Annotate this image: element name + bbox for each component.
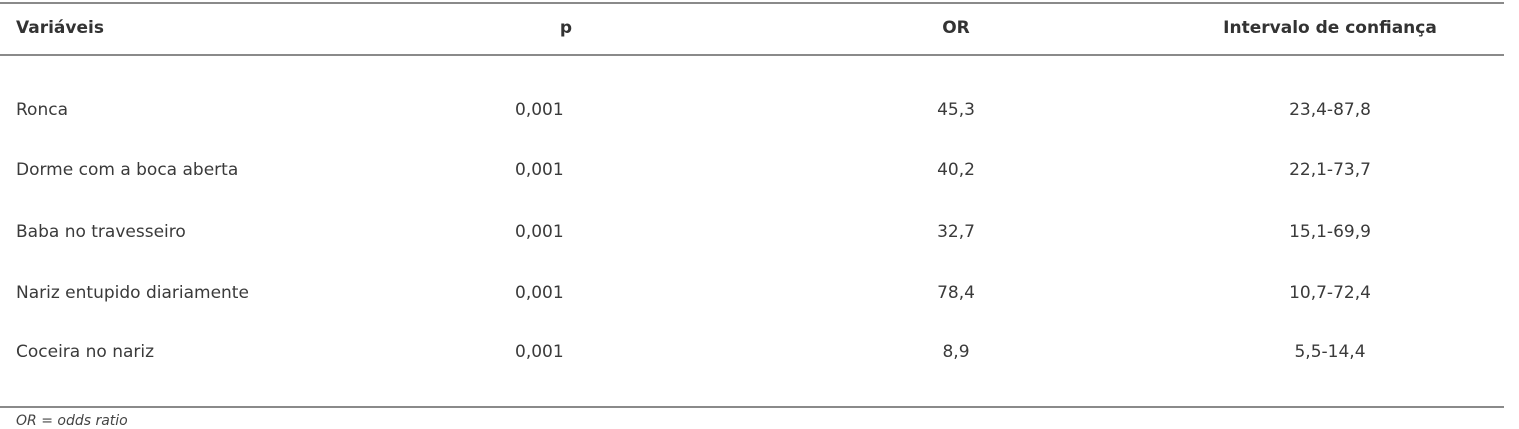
row-variable: Dorme com a boca aberta bbox=[16, 160, 239, 180]
table-bottom-rule bbox=[0, 406, 1504, 408]
row-odds-ratio: 32,7 bbox=[937, 222, 975, 242]
row-p-value: 0,001 bbox=[515, 160, 564, 180]
row-p-value: 0,001 bbox=[515, 100, 564, 120]
table-top-rule bbox=[0, 2, 1504, 4]
header-or: OR bbox=[942, 18, 970, 38]
header-p: p bbox=[559, 18, 573, 38]
table-row bbox=[0, 160, 1519, 180]
row-confidence-interval: 15,1-69,9 bbox=[1289, 222, 1371, 242]
row-variable: Baba no travesseiro bbox=[16, 222, 186, 242]
table-row bbox=[0, 100, 1519, 120]
row-confidence-interval: 10,7-72,4 bbox=[1289, 283, 1371, 303]
row-confidence-interval: 23,4-87,8 bbox=[1289, 100, 1371, 120]
row-p-value: 0,001 bbox=[515, 222, 564, 242]
table-header-rule bbox=[0, 54, 1504, 56]
header-variables: Variáveis bbox=[16, 18, 104, 38]
table-row bbox=[0, 342, 1519, 362]
row-p-value: 0,001 bbox=[515, 283, 564, 303]
header-confidence-interval: Intervalo de confiança bbox=[1223, 18, 1437, 38]
row-odds-ratio: 40,2 bbox=[937, 160, 975, 180]
row-variable: Ronca bbox=[16, 100, 68, 120]
row-confidence-interval: 5,5-14,4 bbox=[1294, 342, 1366, 362]
table-row bbox=[0, 283, 1519, 303]
table-row bbox=[0, 222, 1519, 242]
row-odds-ratio: 78,4 bbox=[937, 283, 975, 303]
table-footnote: OR = odds ratio bbox=[16, 413, 128, 429]
row-confidence-interval: 22,1-73,7 bbox=[1289, 160, 1371, 180]
row-variable: Coceira no nariz bbox=[16, 342, 155, 362]
row-variable: Nariz entupido diariamente bbox=[16, 283, 249, 303]
row-p-value: 0,001 bbox=[515, 342, 564, 362]
row-odds-ratio: 45,3 bbox=[937, 100, 975, 120]
row-odds-ratio: 8,9 bbox=[942, 342, 970, 362]
